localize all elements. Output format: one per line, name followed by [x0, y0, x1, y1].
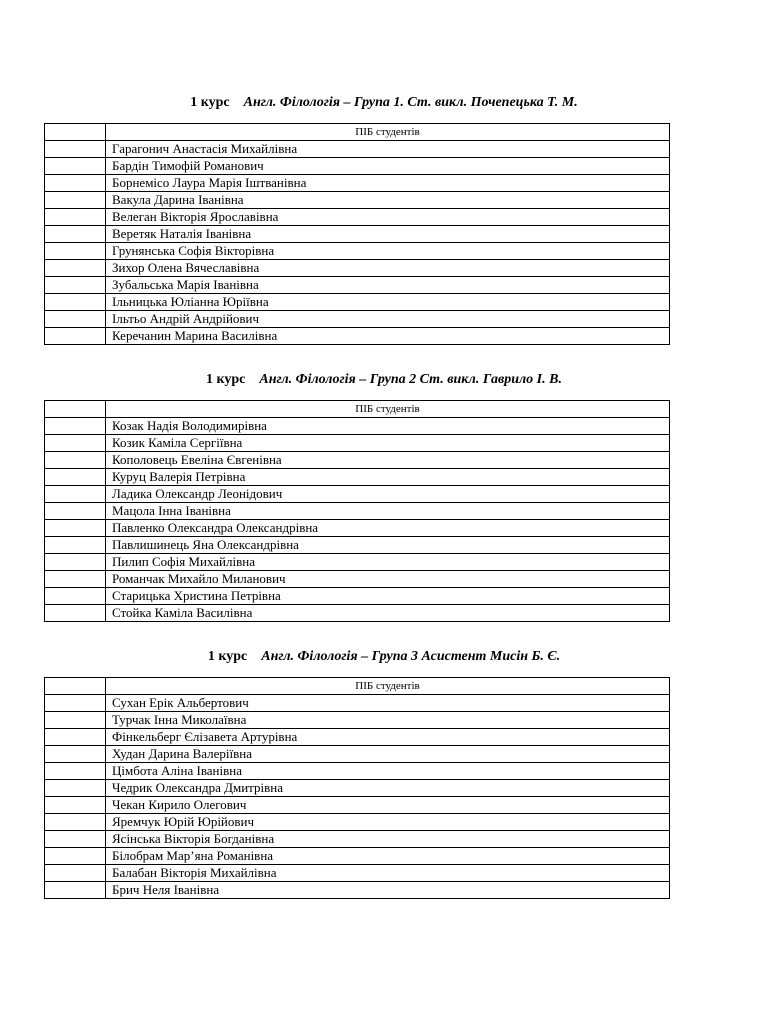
group-3-table — [44, 677, 670, 899]
student-name-cell: Козак Надія Володимирівна — [106, 418, 670, 435]
row-number-cell — [45, 503, 106, 520]
student-name-cell: Цімбота Аліна Іванівна — [106, 763, 670, 780]
table-row — [45, 141, 670, 158]
row-number-cell — [45, 469, 106, 486]
student-name-cell: Ільтьо Андрій Андрійович — [106, 311, 670, 328]
table-row — [45, 848, 670, 865]
table-row — [45, 588, 670, 605]
table-row — [45, 158, 670, 175]
student-name-cell: Чедрик Олександра Дмитрівна — [106, 780, 670, 797]
group-1-title — [0, 94, 768, 112]
row-number-cell — [45, 554, 106, 571]
student-name-cell: Фінкельберг Єлізавета Артурівна — [106, 729, 670, 746]
column-header: ПІБ студентів — [106, 124, 670, 141]
table-row — [45, 695, 670, 712]
table-row — [45, 260, 670, 277]
table-row — [45, 554, 670, 571]
number-header-cell — [45, 124, 106, 141]
table-row — [45, 797, 670, 814]
row-number-cell — [45, 882, 106, 899]
row-number-cell — [45, 865, 106, 882]
row-number-cell — [45, 746, 106, 763]
student-name-cell: Ладика Олександр Леонідович — [106, 486, 670, 503]
table-row — [45, 243, 670, 260]
group-2-title — [0, 371, 768, 389]
table-header-row — [45, 678, 670, 695]
row-number-cell — [45, 435, 106, 452]
table-row — [45, 192, 670, 209]
student-name-cell: Павленко Олександра Олександрівна — [106, 520, 670, 537]
number-header-cell — [45, 678, 106, 695]
row-number-cell — [45, 831, 106, 848]
student-name-cell: Балабан Вікторія Михайлівна — [106, 865, 670, 882]
row-number-cell — [45, 763, 106, 780]
student-name-cell: Павлишинець Яна Олександрівна — [106, 537, 670, 554]
number-header-cell — [45, 401, 106, 418]
table-row — [45, 746, 670, 763]
group-3-course: 1 курс — [207, 649, 248, 664]
student-name-cell: Козик Каміла Сергіївна — [106, 435, 670, 452]
table-row — [45, 418, 670, 435]
table-header-row — [45, 401, 670, 418]
row-number-cell — [45, 588, 106, 605]
student-name-cell: Бардін Тимофій Романович — [106, 158, 670, 175]
student-name-cell: Гарагонич Анастасія Михайлівна — [106, 141, 670, 158]
table-row — [45, 729, 670, 746]
row-number-cell — [45, 243, 106, 260]
table-row — [45, 780, 670, 797]
student-name-cell: Вакула Дарина Іванівна — [106, 192, 670, 209]
table-row — [45, 605, 670, 622]
table-header-row — [45, 124, 670, 141]
group-1-details: Англ. Філологія – Група 1. Ст. викл. Почепецька Т. М. — [243, 95, 578, 110]
table-row — [45, 831, 670, 848]
student-name-cell: Мацола Інна Іванівна — [106, 503, 670, 520]
row-number-cell — [45, 141, 106, 158]
row-number-cell — [45, 328, 106, 345]
table-row — [45, 435, 670, 452]
table-row — [45, 712, 670, 729]
student-name-cell: Стойка Каміла Василівна — [106, 605, 670, 622]
student-name-cell: Білобрам Мар’яна Романівна — [106, 848, 670, 865]
row-number-cell — [45, 797, 106, 814]
student-name-cell: Пилип Софія Михайлівна — [106, 554, 670, 571]
student-name-cell: Брич Неля Іванівна — [106, 882, 670, 899]
row-number-cell — [45, 158, 106, 175]
row-number-cell — [45, 452, 106, 469]
student-name-cell: Турчак Інна Миколаївна — [106, 712, 670, 729]
student-name-cell: Керечанин Марина Василівна — [106, 328, 670, 345]
group-2-table — [44, 400, 670, 622]
group-3-title — [0, 648, 768, 666]
row-number-cell — [45, 418, 106, 435]
student-name-cell: Яремчук Юрій Юрійович — [106, 814, 670, 831]
student-name-cell: Сухан Ерік Альбертович — [106, 695, 670, 712]
student-name-cell: Старицька Христина Петрівна — [106, 588, 670, 605]
table-row — [45, 277, 670, 294]
student-name-cell: Веретяк Наталія Іванівна — [106, 226, 670, 243]
table-row — [45, 537, 670, 554]
row-number-cell — [45, 712, 106, 729]
table-row — [45, 814, 670, 831]
table-row — [45, 503, 670, 520]
student-name-cell: Борнемісо Лаура Марія Іштванівна — [106, 175, 670, 192]
student-name-cell: Ясінська Вікторія Богданівна — [106, 831, 670, 848]
table-row — [45, 571, 670, 588]
table-row — [45, 469, 670, 486]
row-number-cell — [45, 192, 106, 209]
student-name-cell: Зубальська Марія Іванівна — [106, 277, 670, 294]
group-1-table — [44, 123, 670, 345]
group-2-course: 1 курс — [206, 372, 246, 387]
table-row — [45, 452, 670, 469]
table-row — [45, 311, 670, 328]
row-number-cell — [45, 520, 106, 537]
table-row — [45, 865, 670, 882]
student-name-cell: Велеган Вікторія Ярославівна — [106, 209, 670, 226]
table-row — [45, 882, 670, 899]
row-number-cell — [45, 260, 106, 277]
row-number-cell — [45, 848, 106, 865]
column-header: ПІБ студентів — [106, 678, 670, 695]
row-number-cell — [45, 226, 106, 243]
group-1-course: 1 курс — [190, 95, 230, 110]
student-name-cell: Худан Дарина Валеріївна — [106, 746, 670, 763]
row-number-cell — [45, 695, 106, 712]
row-number-cell — [45, 311, 106, 328]
table-row — [45, 520, 670, 537]
row-number-cell — [45, 605, 106, 622]
row-number-cell — [45, 537, 106, 554]
table-row — [45, 486, 670, 503]
student-name-cell: Зихор Олена Вячеславівна — [106, 260, 670, 277]
student-name-cell: Чекан Кирило Олегович — [106, 797, 670, 814]
row-number-cell — [45, 175, 106, 192]
row-number-cell — [45, 486, 106, 503]
column-header: ПІБ студентів — [106, 401, 670, 418]
row-number-cell — [45, 277, 106, 294]
row-number-cell — [45, 780, 106, 797]
student-name-cell: Кополовець Евеліна Євгенівна — [106, 452, 670, 469]
row-number-cell — [45, 209, 106, 226]
row-number-cell — [45, 294, 106, 311]
table-row — [45, 763, 670, 780]
table-row — [45, 226, 670, 243]
student-name-cell: Романчак Михайло Миланович — [106, 571, 670, 588]
table-row — [45, 294, 670, 311]
student-name-cell: Куруц Валерія Петрівна — [106, 469, 670, 486]
group-2-details: Англ. Філологія – Група 2 Ст. викл. Гаврило І. В. — [259, 372, 562, 387]
student-name-cell: Ільницька Юліанна Юріївна — [106, 294, 670, 311]
row-number-cell — [45, 814, 106, 831]
row-number-cell — [45, 571, 106, 588]
table-row — [45, 328, 670, 345]
table-row — [45, 175, 670, 192]
student-name-cell: Грунянська Софія Вікторівна — [106, 243, 670, 260]
table-row — [45, 209, 670, 226]
group-3-details: Англ. Філологія – Група 3 Асистент Мисін Б. Є. — [261, 649, 561, 664]
row-number-cell — [45, 729, 106, 746]
